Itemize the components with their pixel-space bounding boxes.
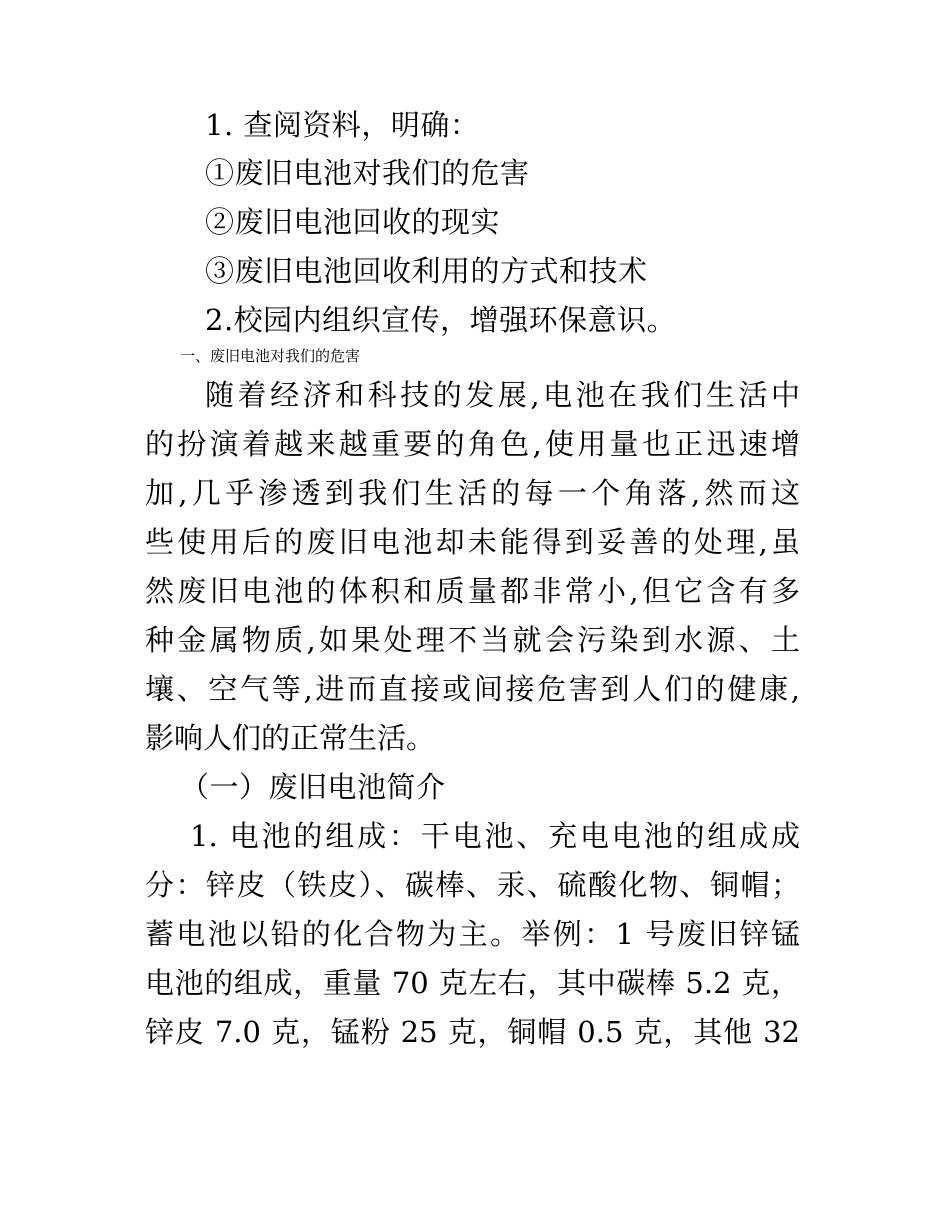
- plan-subitem-3: ③废旧电池回收利用的方式和技术: [205, 254, 648, 288]
- paragraph-line: 然废旧电池的体积和质量都非常小,但它含有多: [145, 574, 800, 608]
- plan-item-2: 2.校园内组织宣传，增强环保意识。: [205, 303, 677, 337]
- section-heading: 一、废旧电池对我们的危害: [180, 347, 361, 365]
- paragraph-line: 锌皮 7.0 克，锰粉 25 克，铜帽 0.5 克，其他 32: [145, 1015, 800, 1049]
- paragraph-line: 随着经济和科技的发展,电池在我们生活中: [205, 378, 800, 412]
- paragraph-line: 蓄电池以铅的化合物为主。举例：1 号废旧锌锰: [145, 917, 800, 951]
- subsection-heading: （一）废旧电池简介: [180, 770, 446, 804]
- paragraph-line: 种金属物质,如果处理不当就会污染到水源、土: [145, 623, 800, 657]
- paragraph-line: 壤、空气等,进而直接或间接危害到人们的健康,: [145, 672, 800, 706]
- paragraph-line: 1. 电池的组成：干电池、充电电池的组成成: [190, 819, 800, 853]
- plan-subitem-2: ②废旧电池回收的现实: [205, 205, 501, 239]
- paragraph-line: 的扮演着越来越重要的角色,使用量也正迅速增: [145, 427, 800, 461]
- paragraph-line: 些使用后的废旧电池却未能得到妥善的处理,虽: [145, 525, 800, 559]
- paragraph-line: 电池的组成，重量 70 克左右，其中碳棒 5.2 克，: [145, 966, 800, 1000]
- plan-subitem-1: ①废旧电池对我们的危害: [205, 156, 530, 190]
- paragraph-line: 影响人们的正常生活。: [145, 721, 436, 755]
- plan-item-1: 1. 查阅资料，明确：: [205, 108, 480, 142]
- paragraph-line: 分：锌皮（铁皮）、碳棒、汞、硫酸化物、铜帽；: [145, 868, 800, 902]
- paragraph-line: 加,几乎渗透到我们生活的每一个角落,然而这: [145, 476, 800, 510]
